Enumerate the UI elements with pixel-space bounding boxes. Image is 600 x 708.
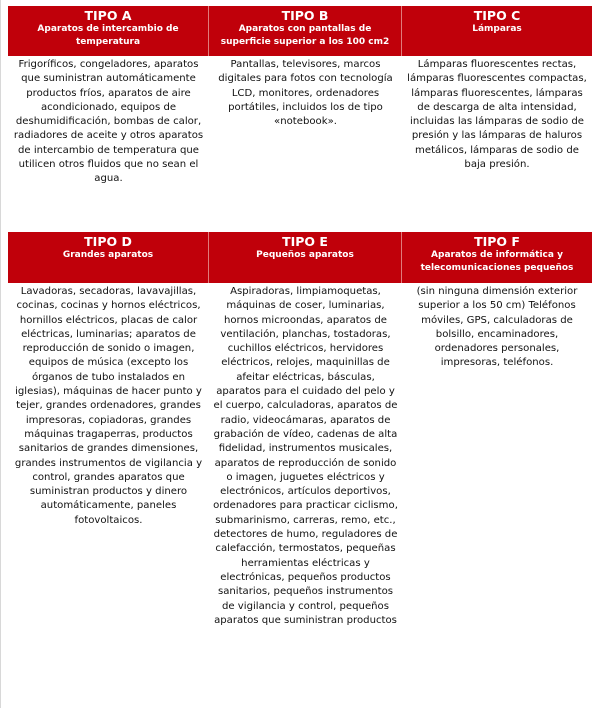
category-title: TIPO D [84,234,132,249]
category-subtitle: Grandes aparatos [62,250,154,260]
category-description: Aspiradoras, limpiamoquetas, máquinas de coser, luminarias, hornos microondas, aparatos de ventilación, planchas, tostadoras, cuchillos eléctricos, hervidores eléctricos, relojes, maquinillas de afeitar eléctricas, básculas, aparatos para el cuidado del pelo y el cuerpo, calculadoras, aparatos de radio, videocámaras, aparatos de grabación de vídeo, cadenas de alta fidelidad, instrumentos musicales, aparatos de reproducción de sonido o imagen, juguetes eléctricos y electrónicos, artículos deportivos, ordenadores para practicar ciclismo, submarinismo, carreras, remo, etc., detectores de humo, reguladores de calefacción, termostatos, pequeñas herramientas eléctricas y electrónicas, pequeños productos sanitarios, pequeños instrumentos de vigilancia y control, pequeños aparatos que suministran productos [213,286,398,626]
category-header-e [209,232,402,283]
page-edge [0,0,1,708]
category-column-b [209,6,402,222]
category-header-b [209,6,402,56]
category-subtitle: Aparatos de informática y telecomunicaciones pequeños [420,250,574,273]
category-title: TIPO B [281,8,329,23]
category-title: TIPO C [473,8,521,23]
category-column-d [8,232,209,708]
categories-table [8,6,592,708]
category-column-c [402,6,592,222]
category-title: TIPO F [474,234,520,249]
category-header-a [8,6,209,56]
category-header-c [402,6,592,56]
category-description: (sin ninguna dimensión exterior superior a los 50 cm) Teléfonos móviles, GPS, calculadoras de bolsillo, encaminadores, ordenadores personales, impresoras, teléfonos. [416,286,578,369]
table-row [8,6,592,222]
category-title: TIPO A [84,8,132,23]
category-subtitle: Lámparas [472,24,522,34]
category-subtitle: Pequeños aparatos [256,250,354,260]
category-header-f [402,232,592,283]
category-header-d [8,232,209,283]
category-column-f [402,232,592,708]
category-subtitle: Aparatos con pantallas de superficie superior a los 100 cm2 [220,24,390,47]
category-description: Pantallas, televisores, marcos digitales para fotos con tecnología LCD, monitores, ordenadores portátiles, incluidos los de tipo «notebook». [218,59,393,128]
category-description: Frigoríficos, congeladores, aparatos que suministran automáticamente productos fríos, aparatos de aire acondicionado, equipos de deshumidificación, bombas de calor, radiadores de aceite y otros aparatos de intercambio de temperatura que utilicen otros fluidos que no sean el agua. [13,59,204,185]
category-title: TIPO E [282,234,328,249]
category-description: Lavadoras, secadoras, lavavajillas, cocinas, cocinas y hornos eléctricos, hornillos eléctricos, placas de calor eléctricas, luminarias; aparatos de reproducción de sonido o imagen, equipos de música (excepto los órganos de tubo instalados en iglesias), máquinas de hacer punto y tejer, grandes ordenadores, grandes impresoras, copiadoras, grandes máquinas tragaperras, productos sanitarios de grandes dimensiones, grandes instrumentos de vigilancia y control, grandes aparatos que suministran productos y dinero automáticamente, paneles fotovoltaicos. [14,286,203,526]
row-gap [8,222,592,232]
category-description: Lámparas fluorescentes rectas, lámparas fluorescentes compactas, lámparas fluorescentes, lámparas de descarga de alta intensidad, incluidas las lámparas de sodio de presión y las lámparas de haluros metálicos, lámparas de sodio de baja presión. [407,59,587,171]
category-column-a [8,6,209,222]
table-row [8,232,592,708]
category-subtitle: Aparatos de intercambio de temperatura [37,24,179,47]
category-column-e [209,232,402,708]
